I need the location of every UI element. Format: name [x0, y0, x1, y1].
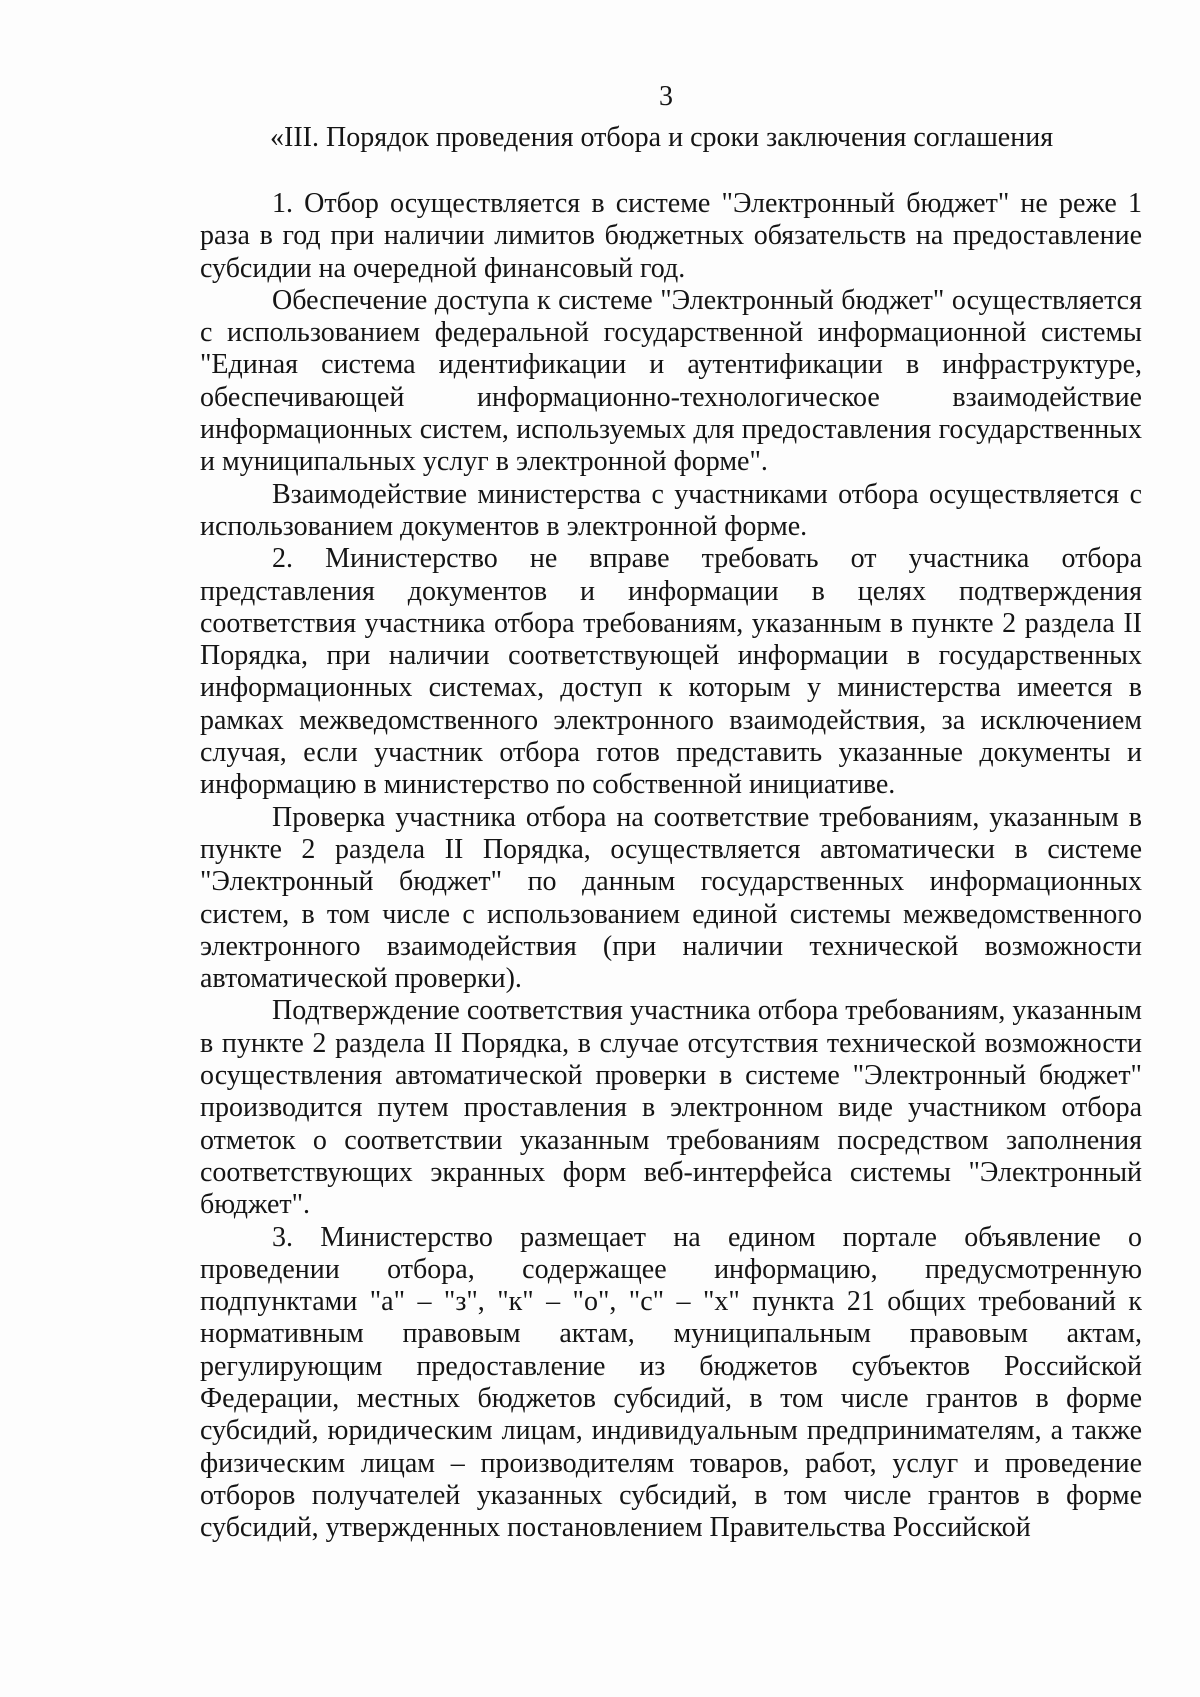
page-number: 3 — [659, 81, 673, 112]
paragraph-5: Проверка участника отбора на соответствие требованиям, указанным в пункте 2 раздела II Порядка, осуществляется автоматически в системе "Электронный бюджет" по данным государственных информационных систем, в том числе с использованием единой системы межведомственного электронного взаимодействия (при наличии технической возможности автоматической проверки). — [200, 801, 1142, 995]
section-heading: «III. Порядок проведения отбора и сроки заключения соглашения — [270, 122, 1054, 153]
paragraph-1: 1. Отбор осуществляется в системе "Электронный бюджет" не реже 1 раза в год при наличии лимитов бюджетных обязательств на предоставление субсидии на очередной финансовый год. — [200, 188, 1142, 284]
paragraph-4: 2. Министерство не вправе требовать от участника отбора представления документов и информации в целях подтверждения соответствия участника отбора требованиям, указанным в пункте 2 раздела II Порядка, при наличии соответствующей информации в государственных информационных системах, доступ к которым у министерства имеется в рамках межведомственного электронного взаимодействия, за исключением случая, если участник отбора готов представить указанные документы и информацию в министерство по собственной инициативе. — [200, 543, 1142, 801]
paragraph-6: Подтверждение соответствия участника отбора требованиям, указанным в пункте 2 раздела II Порядка, в случае отсутствия технической возможности осуществления автоматической проверки в системе "Электронный бюджет" производится путем проставления в электронном виде участником отбора отметок о соответствии указанным требованиям посредством заполнения соответствующих экранных форм веб-интерфейса системы "Электронный бюджет". — [200, 995, 1142, 1221]
paragraph-2: Обеспечение доступа к системе "Электронный бюджет" осуществляется с использованием федеральной государственной информационной системы "Единая система идентификации и аутентификации в инфраструктуре, обеспечивающей информационно-технологическое взаимодействие информационных систем, используемых для предоставления государственных и муниципальных услуг в электронной форме". — [200, 284, 1142, 478]
paragraph-7: 3. Министерство размещает на едином портале объявление о проведении отбора, содержащее информацию, предусмотренную подпунктами "а" – "з", "к" – "о", "с" – "х" пункта 21 общих требований к нормативным правовым актам, муниципальным правовым актам, регулирующим предоставление из бюджетов субъектов Российской Федерации, местных бюджетов субсидий, в том числе грантов в форме субсидий, юридическим лицам, индивидуальным предпринимателям, а также физическим лицам – производителям товаров, работ, услуг и проведение отборов получателей указанных субсидий, в том числе грантов в форме субсидий, утвержденных постановлением Правительства Российской — [200, 1221, 1142, 1544]
paragraph-3: Взаимодействие министерства с участниками отбора осуществляется с использованием документов в электронной форме. — [200, 478, 1142, 542]
document-body — [200, 188, 1142, 1544]
